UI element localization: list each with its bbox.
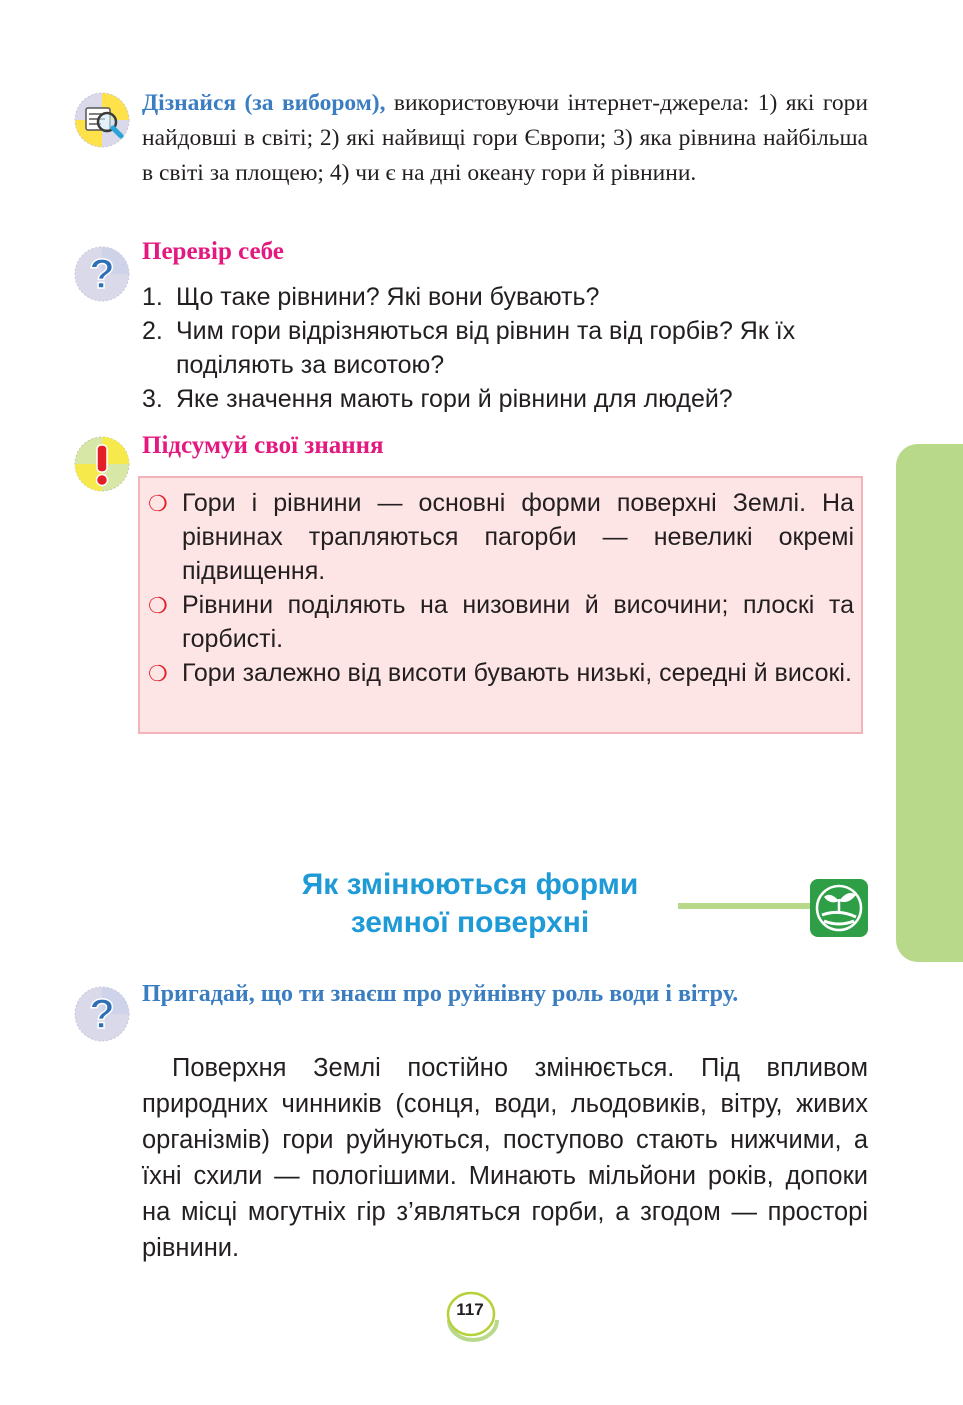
bullet-icon: ❍: [148, 593, 168, 618]
magnifier-icon: [74, 92, 130, 148]
self-check-list: [142, 280, 872, 416]
exclamation-icon: [74, 436, 130, 492]
list-item: 1. Що таке рівнини? Які вони бувають?: [142, 283, 600, 311]
question-icon: [74, 986, 130, 1042]
svg-text:?: ?: [89, 250, 115, 297]
recall-text: Пригадай, що ти знаєш про руйнівну роль води і вітру.: [142, 981, 739, 1007]
list-item: ❍ Гори залежно від висоти бувають низькі, середні й високі.: [148, 656, 854, 691]
lesson-title: [240, 866, 700, 942]
title-rule: [678, 903, 818, 909]
page-number: [443, 1290, 497, 1334]
bullet-icon: ❍: [148, 491, 168, 516]
bullet-icon: ❍: [148, 661, 168, 686]
summary-list: [148, 486, 854, 691]
question-icon: [74, 246, 130, 302]
list-item: 3. Яке значення мають гори й рівнини для людей?: [142, 385, 733, 413]
lesson-title-line2: земної поверхні: [350, 906, 590, 939]
svg-text:?: ?: [89, 990, 115, 1037]
research-body: використовуючи інтернет-джерела: 1) які гори найдовші в світі; 2) які найвищі гори Європи; 3) яка рівнина найбільша в світі за площею; 4) чи є на дні океану гори й рівнини.: [142, 90, 868, 186]
research-lead: Дізнайся (за вибором),: [142, 90, 386, 116]
self-check-title: Перевір себе: [142, 238, 284, 265]
body-paragraph: Поверхня Землі постійно змінюється. Під впливом природних чинників (сонця, води, льодовиків, вітру, живих організмів) гори руйнуються, поступово стають нижчими, а їхні схили — пологішими. Минають мільйони років, допоки на місці могутніх гір з’являться горби, а згодом — просторі рівнини.: [142, 1054, 868, 1262]
research-text: [142, 86, 868, 191]
lesson-title-line1: Як змінюються форми: [301, 868, 639, 901]
side-tab: [896, 444, 963, 962]
list-item: 2. Чим гори відрізняються від рівнин та від горбів? Як їх поділяють за висотою?: [142, 317, 796, 379]
list-item: ❍ Гори і рівнини — основні форми поверхні Землі. На рівнинах трапляються пагорби — невеликі окремі підвищення.: [148, 486, 854, 588]
page-number-text: 117: [456, 1300, 484, 1319]
summary-title: Підсумуй свої знання: [142, 432, 384, 459]
list-item: ❍ Рівнини поділяють на низовини й височини; плоскі та горбисті.: [148, 588, 854, 656]
sprout-icon: [810, 879, 868, 937]
